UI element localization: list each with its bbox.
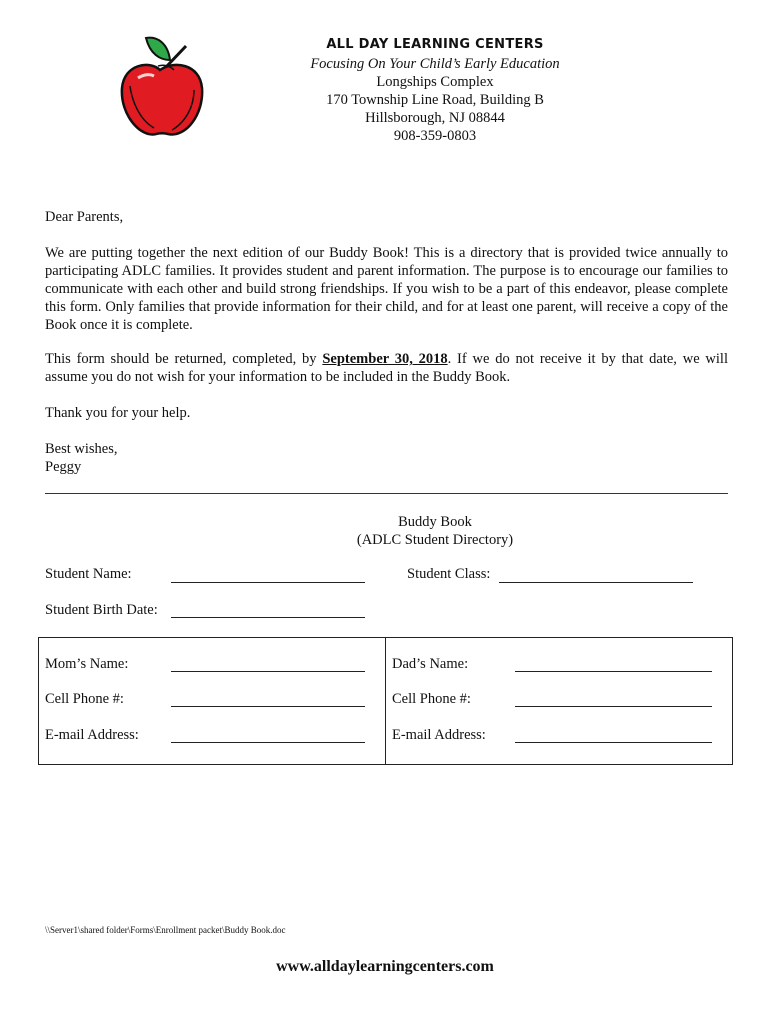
mom-cell-phone-label: Cell Phone #: (45, 691, 124, 707)
student-class-field[interactable] (499, 582, 693, 583)
form-subtitle: (ADLC Student Directory) (356, 532, 514, 548)
closing-line: Best wishes, (45, 441, 118, 457)
student-birth-date-label: Student Birth Date: (45, 602, 158, 618)
mom-name-field[interactable] (171, 671, 365, 672)
form-title: Buddy Book (398, 514, 472, 530)
letter-paragraph-2 (45, 350, 728, 386)
organization-name: ALL DAY LEARNING CENTERS (326, 37, 544, 52)
parents-box-divider (385, 637, 386, 764)
section-divider (45, 493, 728, 494)
letter-paragraph-1: We are putting together the next edition of our Buddy Book! This is a directory that is provided twice annually to participating ADLC families. It provides student and parent information. The purpose is to encourage our families to communicate with each other and build strong friendships. If you wish to be a part of this endeavor, please complete this form. Only families that provide information for their child, and for at least one parent, will receive a copy of the Book once it is complete. (45, 245, 728, 333)
dad-name-field[interactable] (515, 671, 712, 672)
tagline: Focusing On Your Child’s Early Education (310, 56, 560, 72)
mom-cell-phone-field[interactable] (171, 706, 365, 707)
thanks-line: Thank you for your help. (45, 405, 191, 421)
signature: Peggy (45, 459, 82, 475)
dad-email-field[interactable] (515, 742, 712, 743)
return-deadline: September 30, 2018 (322, 351, 448, 367)
dad-name-label: Dad’s Name: (392, 656, 469, 672)
apple-icon (110, 30, 210, 145)
address-line-1: Longships Complex (376, 74, 494, 90)
paragraph-2-end: . If we do not receive it by that date, we will assume you do not wish for your information to be included in the Buddy Book. (45, 351, 728, 385)
salutation: Dear Parents, (45, 209, 124, 225)
student-name-field[interactable] (171, 582, 365, 583)
paragraph-2-start: This form should be returned, completed, by (45, 351, 323, 367)
address-line-2: 170 Township Line Road, Building B (326, 92, 544, 108)
phone-number: 908-359-0803 (393, 128, 477, 144)
student-class-label: Student Class: (407, 566, 491, 582)
file-path: \\Server1\shared folder\Forms\Enrollment packet\Buddy Book.doc (45, 925, 286, 935)
mom-email-label: E-mail Address: (45, 727, 139, 743)
dad-cell-phone-field[interactable] (515, 706, 712, 707)
mom-name-label: Mom’s Name: (45, 656, 129, 672)
student-birth-date-field[interactable] (171, 617, 365, 618)
website-link[interactable]: www.alldaylearningcenters.com (276, 958, 494, 975)
student-name-label: Student Name: (45, 566, 132, 582)
dad-email-label: E-mail Address: (392, 727, 486, 743)
address-line-3: Hillsborough, NJ 08844 (365, 110, 505, 126)
mom-email-field[interactable] (171, 742, 365, 743)
dad-cell-phone-label: Cell Phone #: (392, 691, 471, 707)
